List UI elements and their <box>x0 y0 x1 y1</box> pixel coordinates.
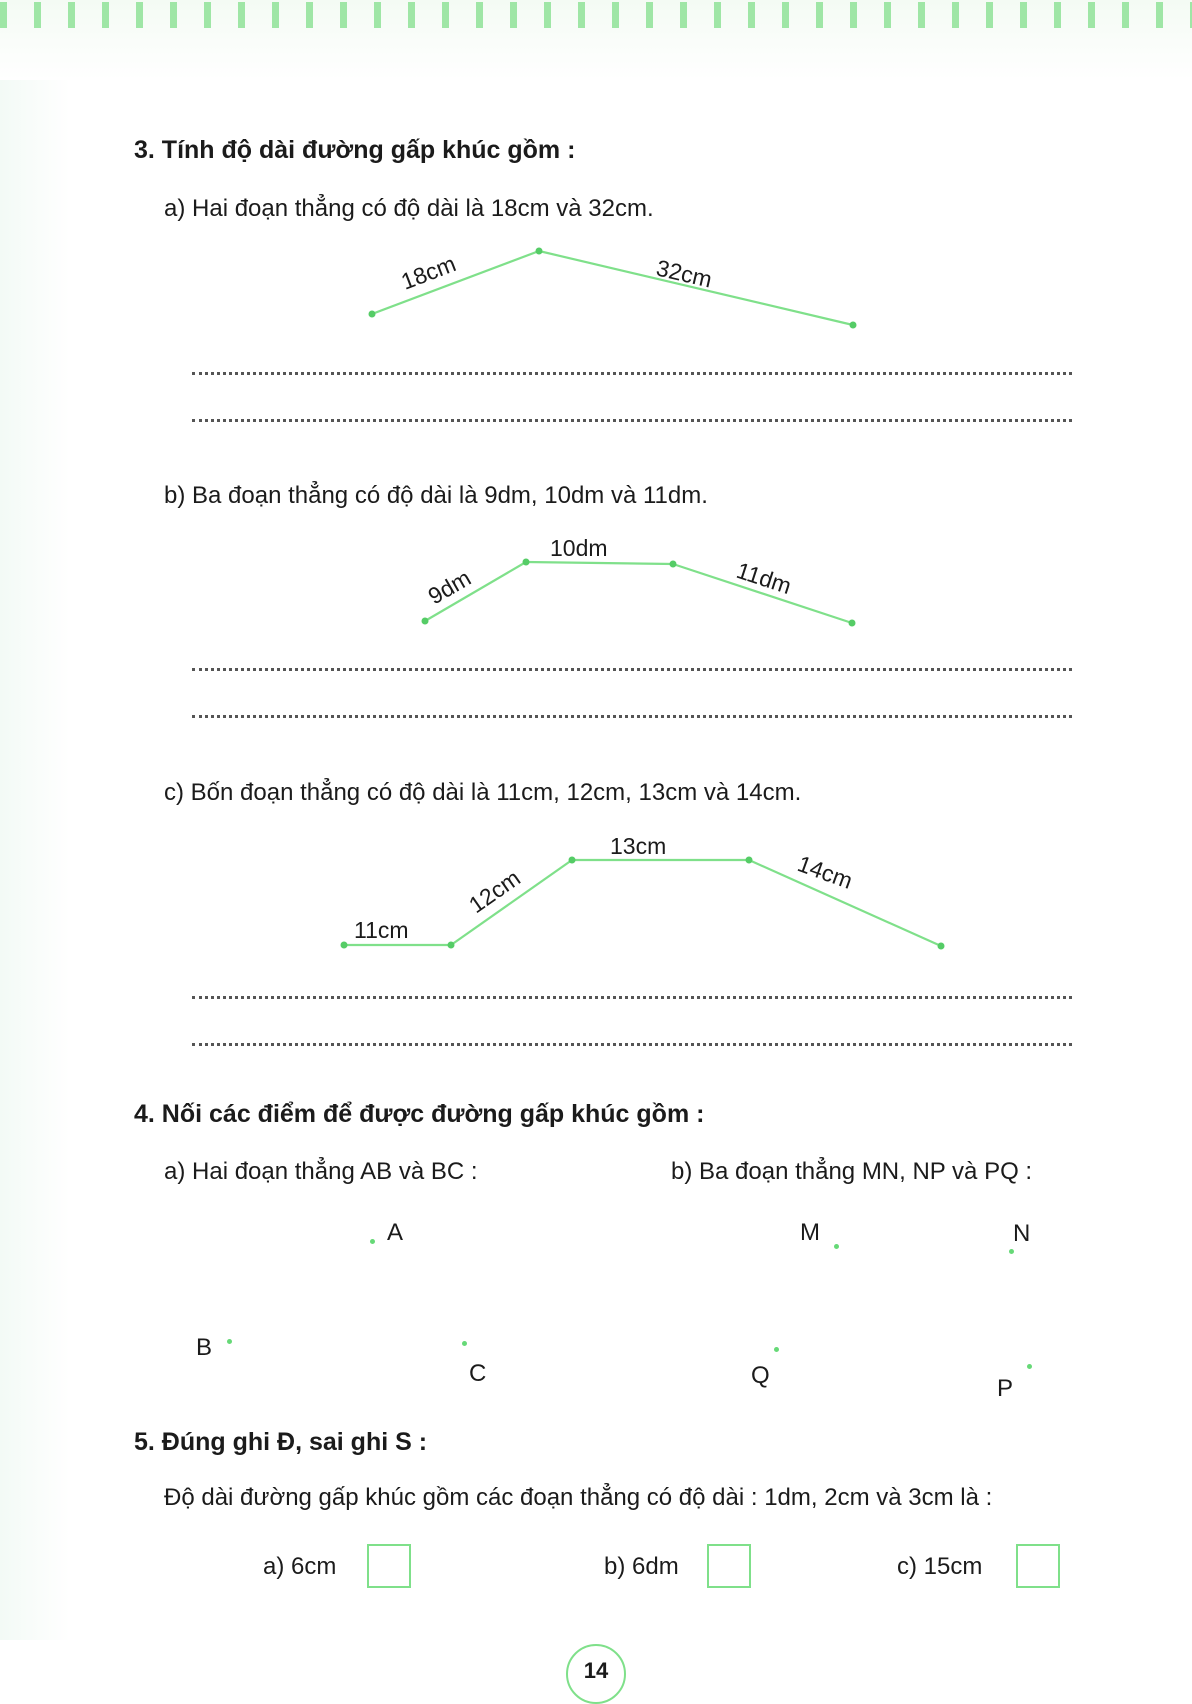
exercise-3b-text: b) Ba đoạn thẳng có độ dài là 9dm, 10dm và 11dm. <box>164 482 708 509</box>
exercise-4-heading: 4. Nối các điểm để được đường gấp khúc gồm : <box>134 1100 705 1128</box>
label-9dm: 9dm <box>423 564 476 610</box>
exercise-4b-text: b) Ba đoạn thẳng MN, NP và PQ : <box>671 1158 1033 1185</box>
vertex <box>569 857 576 864</box>
point-c-label: C <box>469 1360 487 1387</box>
answer-line[interactable] <box>192 1043 1072 1046</box>
point-m-dot[interactable] <box>834 1244 839 1249</box>
exercise-4a-text: a) Hai đoạn thẳng AB và BC : <box>164 1158 478 1185</box>
label-14cm: 14cm <box>794 850 857 894</box>
exercise-3a-text: a) Hai đoạn thẳng có độ dài là 18cm và 32cm. <box>164 195 654 222</box>
option-a-answer-box[interactable] <box>367 1544 411 1588</box>
vertex <box>938 943 945 950</box>
point-a-dot[interactable] <box>370 1239 375 1244</box>
label-18cm: 18cm <box>397 250 460 295</box>
point-n-label: N <box>1013 1220 1031 1247</box>
label-10dm: 10dm <box>550 535 608 561</box>
point-n-dot[interactable] <box>1009 1249 1014 1254</box>
option-b-label: b) 6dm <box>604 1553 679 1580</box>
exercise-3-heading: 3. Tính độ dài đường gấp khúc gồm : <box>134 136 576 164</box>
vertex <box>341 942 348 949</box>
point-p-dot[interactable] <box>1027 1364 1032 1369</box>
exercise-5-heading: 5. Đúng ghi Đ, sai ghi S : <box>134 1428 428 1456</box>
point-m-label: M <box>800 1219 820 1246</box>
label-32cm: 32cm <box>653 254 715 293</box>
page-number: 14 <box>583 1658 609 1683</box>
point-q-label: Q <box>751 1362 770 1389</box>
label-11dm: 11dm <box>733 557 795 600</box>
label-13cm: 13cm <box>610 833 667 859</box>
vertex <box>746 857 753 864</box>
point-b-label: B <box>196 1334 213 1361</box>
option-c-label: c) 15cm <box>897 1553 983 1580</box>
point-a-label: A <box>387 1219 404 1246</box>
exercise-3c-text: c) Bốn đoạn thẳng có độ dài là 11cm, 12cm, 13cm và 14cm. <box>164 779 802 806</box>
exercise-5-question: Độ dài đường gấp khúc gồm các đoạn thẳng có độ dài : 1dm, 2cm và 3cm là : <box>164 1484 993 1511</box>
vertex <box>448 942 455 949</box>
label-12cm: 12cm <box>463 864 525 919</box>
point-b-dot[interactable] <box>227 1339 232 1344</box>
page-number-badge <box>566 1644 626 1704</box>
point-c-dot[interactable] <box>462 1341 467 1346</box>
option-c-answer-box[interactable] <box>1016 1544 1060 1588</box>
option-a-label: a) 6cm <box>263 1553 337 1580</box>
point-q-dot[interactable] <box>774 1347 779 1352</box>
option-b-answer-box[interactable] <box>707 1544 751 1588</box>
label-11cm: 11cm <box>354 917 409 943</box>
answer-line[interactable] <box>192 996 1072 999</box>
point-p-label: P <box>997 1375 1014 1402</box>
